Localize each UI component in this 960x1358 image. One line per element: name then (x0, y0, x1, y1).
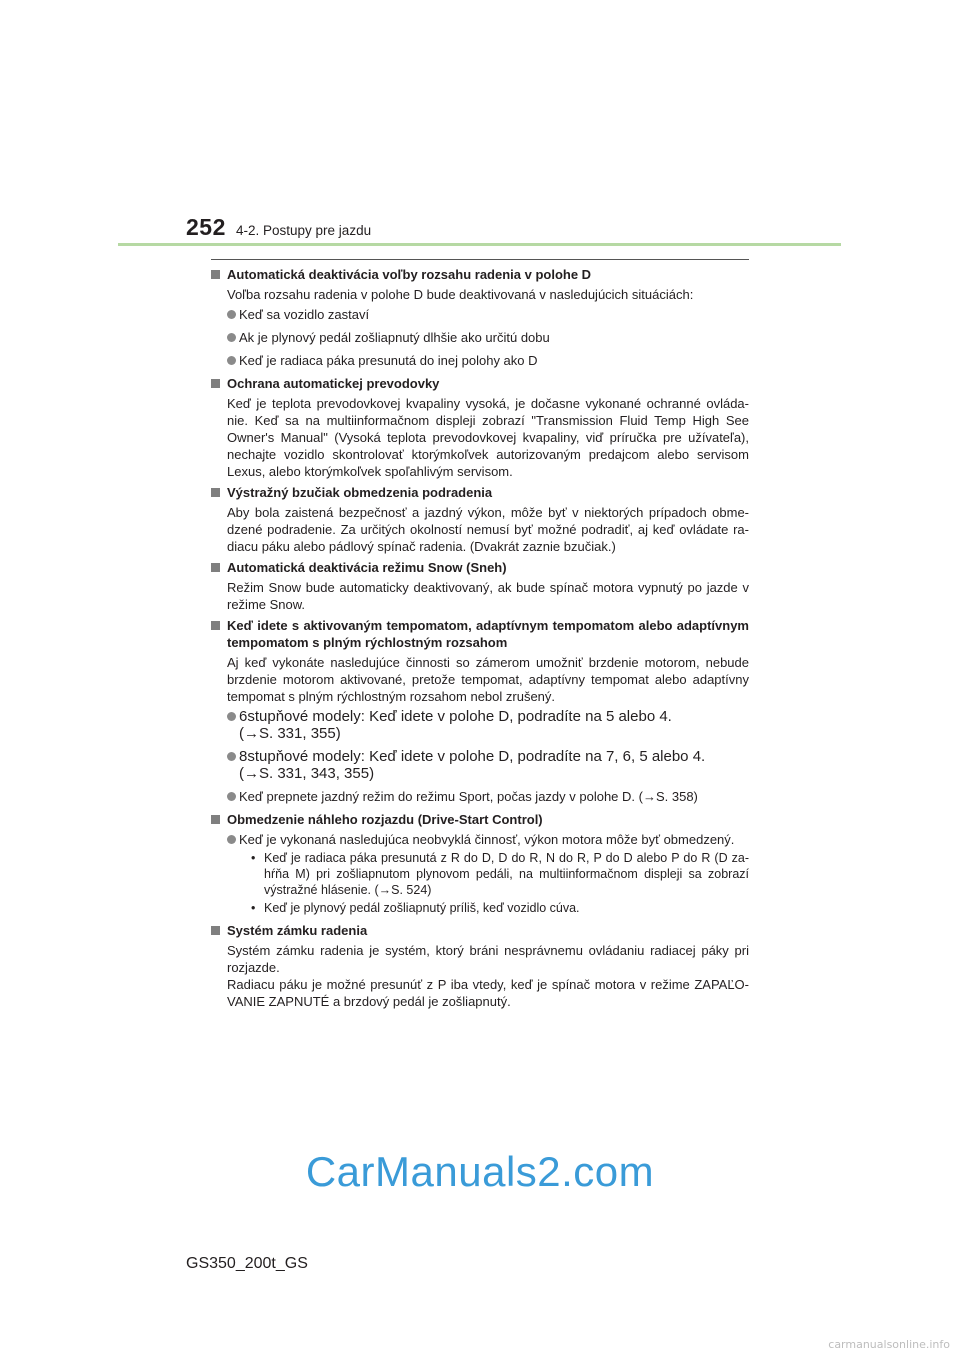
sub-bullet-icon: • (251, 901, 256, 915)
section-heading: Ochrana automatickej prevodovky (227, 376, 440, 391)
section-heading: Systém zámku radenia (227, 923, 368, 938)
list-item-text: Keď je vykonaná nasledujúca neobvyklá činnosť, výkon motora môže byť obmedzený. (239, 832, 735, 847)
sub-list-item (239, 900, 749, 916)
section-transmission-protection (211, 375, 749, 480)
square-bullet-icon (211, 379, 220, 388)
section-body: Aj keď vykonáte nasledujúce činnosti so zámerom umožniť brzdenie motorom, nebude brzdenie motorom aktivované, pretože tempomat, adaptívny tempomat alebo adaptívny tempomat s plným rýchlostným rozsahom nebol zrušený. (227, 655, 749, 704)
list-item-text: 6stupňové modely: Keď idete v polohe D, podradíte na 5 alebo 4. (239, 708, 672, 725)
list-item (227, 329, 749, 346)
page-reference: (→S. 331, 355) (239, 725, 341, 742)
section-heading: Obmedzenie náhleho rozjazdu (Drive-Start Control) (227, 812, 543, 827)
section-body: Systém zámku radenia je systém, ktorý bráni nesprávnemu ovládaniu radiacej páky pri rozjazde. (227, 943, 749, 975)
square-bullet-icon (211, 621, 220, 630)
circle-bullet-icon (227, 792, 236, 801)
section-body-2: Radiacu páku je možné presunúť z P iba vtedy, keď je spínač motora v režime ZAPAĽO- VANIE ZAPNUTÉ a brzdový pedál je zošliapnutý. (227, 977, 749, 1009)
square-bullet-icon (211, 926, 220, 935)
section-drive-range-deactivation (211, 266, 749, 369)
page-number: 252 (186, 214, 226, 240)
list-item (227, 748, 749, 782)
page-header (0, 0, 960, 250)
list-item (227, 831, 749, 916)
section-snow-mode (211, 559, 749, 613)
section-heading: Keď idete s aktivovaným tempomatom, adaptívnym tempomatom alebo adaptívnym tempomatom s plným rýchlostným rozsahom (227, 618, 749, 650)
sub-list-item-text: Keď je radiaca páka presunutá z R do D, D do R, N do R, P do D alebo P do R (D za- hŕňa M) pri zošliapnutom plynovom pedáli, na multiinformačnom displeji sa zobrazí výstražné hlásenie. (→S. 524) (264, 851, 749, 897)
section-drive-start-control (211, 811, 749, 916)
section-shift-lock (211, 922, 749, 1010)
list-item (227, 306, 749, 323)
square-bullet-icon (211, 815, 220, 824)
bottom-logo: carmanualsonline.info (828, 1338, 950, 1351)
section-body: Voľba rozsahu radenia v polohe D bude deaktivovaná v nasledujúcich situáciách: (227, 287, 694, 302)
section-downshift-buzzer (211, 484, 749, 555)
section-body: Aby bola zaistená bezpečnosť a jazdný výkon, môže byť v niektorých prípadoch obme- dzené podradenie. Za určitých okolností nemusí byť možné podradiť, aj keď ovládate ra- diacu páku alebo pádlový spínač radenia. (Dvakrát zaznie bzučiak.) (227, 505, 749, 554)
circle-bullet-icon (227, 310, 236, 319)
section-body: Keď je teplota prevodovkovej kvapaliny vysoká, je dočasne vykonané ochranné ovláda- nie. Keď sa na multiinformačnom displeji zobrazí "Transmission Fluid Temp High See Owner's Manual" (Vysoká teplota prevodovkovej kvapaliny, viď príručka pre užívateľa), nechajte vozidlo skontrolovať ktorýmkoľvek autorizovaným predajcom alebo servisom Lexus, alebo ktorýmkoľvek spoľahlivým servisom. (227, 396, 749, 479)
page-reference: (→S. 331, 343, 355) (239, 765, 375, 782)
section-title: 4-2. Postupy pre jazdu (236, 223, 372, 238)
square-bullet-icon (211, 563, 220, 572)
sub-list-item-text: Keď je plynový pedál zošliapnutý príliš, keď vozidlo cúva. (264, 901, 580, 915)
section-heading: Výstražný bzučiak obmedzenia podradenia (227, 485, 493, 500)
footer-model-code: GS350_200t_GS (186, 1255, 308, 1272)
section-heading: Automatická deaktivácia režimu Snow (Sneh) (227, 560, 507, 575)
list-item-text: Keď sa vozidlo zastaví (239, 307, 370, 322)
circle-bullet-icon (227, 835, 236, 844)
list-item-text: Ak je plynový pedál zošliapnutý dlhšie ako určitú dobu (239, 330, 550, 345)
watermark: CarManuals2.com (305, 1148, 655, 1195)
circle-bullet-icon (227, 356, 236, 365)
circle-bullet-icon (227, 712, 236, 721)
list-item-text: Keď je radiaca páka presunutá do inej polohy ako D (239, 353, 538, 368)
list-item (227, 708, 749, 742)
section-heading: Automatická deaktivácia voľby rozsahu radenia v polohe D (227, 267, 592, 282)
content-rule (211, 259, 749, 260)
circle-bullet-icon (227, 333, 236, 342)
page-content (211, 266, 749, 1014)
sub-list-item (239, 850, 749, 898)
sub-bullet-icon: • (251, 851, 256, 865)
list-item (227, 788, 749, 805)
list-item (227, 352, 749, 369)
section-body: Režim Snow bude automaticky deaktivovaný, ak bude spínač motora vypnutý po jazde v režime Snow. (227, 580, 749, 612)
square-bullet-icon (211, 270, 220, 279)
list-item-text: Keď prepnete jazdný režim do režimu Sport, počas jazdy v polohe D. (→S. 358) (239, 789, 698, 804)
list-item-text: 8stupňové modely: Keď idete v polohe D, podradíte na 7, 6, 5 alebo 4. (239, 748, 706, 765)
square-bullet-icon (211, 488, 220, 497)
section-cruise-control (211, 617, 749, 805)
circle-bullet-icon (227, 752, 236, 761)
header-rule (118, 243, 841, 246)
